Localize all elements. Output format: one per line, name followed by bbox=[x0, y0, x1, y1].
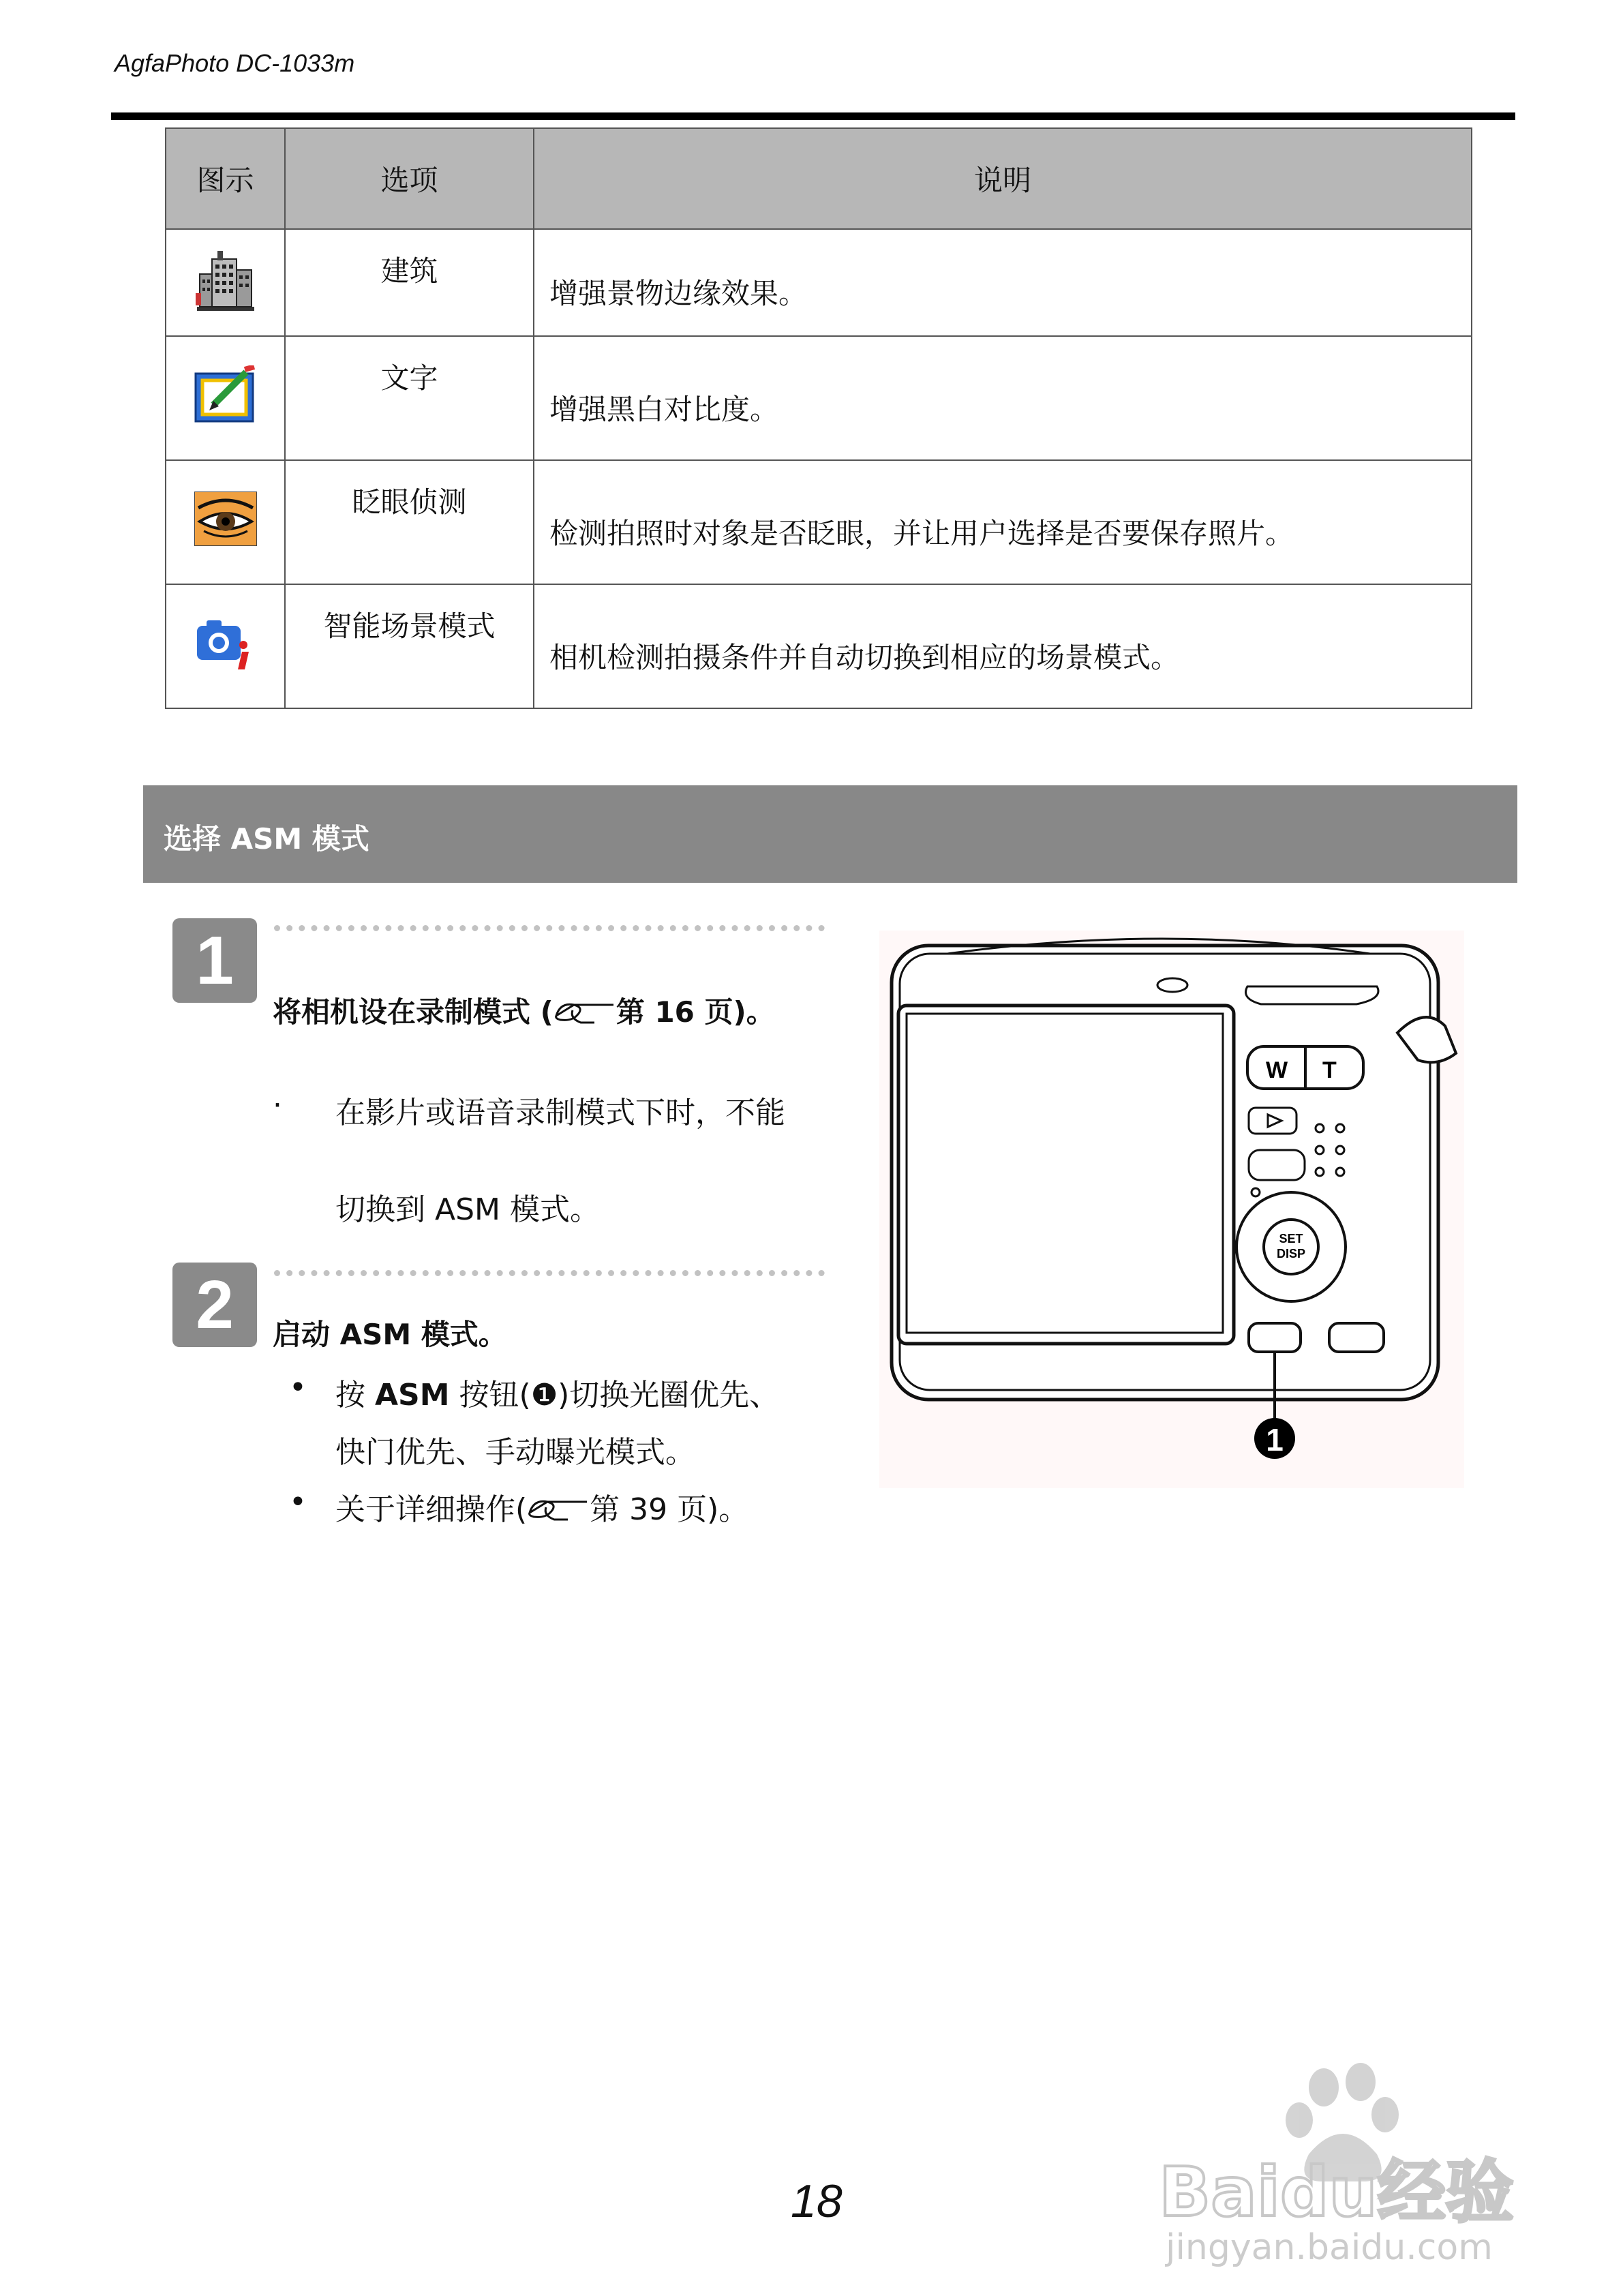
building-icon bbox=[194, 247, 257, 312]
step-2-bullet-2 bbox=[335, 1485, 748, 1528]
step-1-note-bullet: · bbox=[273, 1088, 282, 1123]
bullet-1-text-mid: 按钮( bbox=[449, 1378, 531, 1413]
callout-marker: ❶ bbox=[530, 1378, 558, 1413]
table-row bbox=[166, 460, 1472, 584]
table-header-row bbox=[166, 128, 1472, 229]
description-cell: 增强黑白对比度。 bbox=[534, 336, 1472, 460]
step-2-badge: 2 bbox=[172, 1263, 257, 1347]
watermark-logo: Baidu经验 bbox=[1159, 2152, 1514, 2232]
bullet-1-text: 按 bbox=[335, 1378, 375, 1413]
option-cell: 智能场景模式 bbox=[285, 584, 534, 708]
icon-cell bbox=[166, 229, 285, 336]
step-2-page-ref: 第 39 页 bbox=[590, 1492, 708, 1527]
table-row bbox=[166, 336, 1472, 460]
step-1-heading-close: )。 bbox=[733, 995, 775, 1029]
page-reference-icon bbox=[553, 998, 616, 1031]
disp-label: DISP bbox=[1276, 1247, 1306, 1260]
header-rule bbox=[111, 112, 1515, 120]
asm-button bbox=[1249, 1323, 1301, 1352]
step-2-heading: 启动 ASM 模式。 bbox=[273, 1318, 507, 1351]
step-2-bullet-1 bbox=[335, 1370, 779, 1414]
icon-cell bbox=[166, 584, 285, 708]
text-document-icon bbox=[193, 365, 258, 424]
camera-illustration bbox=[879, 931, 1464, 1488]
table-row bbox=[166, 584, 1472, 708]
set-label: SET bbox=[1279, 1232, 1303, 1245]
description-cell: 检测拍照时对象是否眨眼，并让用户选择是否要保存照片。 bbox=[534, 460, 1472, 584]
callout-number: 1 bbox=[1266, 1422, 1284, 1457]
camera-back-drawing bbox=[879, 931, 1464, 1488]
step-1-heading bbox=[273, 990, 775, 1031]
step-1-page-ref: 第 16 页 bbox=[616, 995, 733, 1029]
smart-scene-camera-icon bbox=[194, 614, 257, 672]
baidu-watermark bbox=[1145, 2052, 1527, 2270]
scene-mode-table bbox=[165, 127, 1472, 709]
step-1-heading-text: 将相机设在录制模式 ( bbox=[273, 995, 553, 1029]
bullet-dot: • bbox=[289, 1485, 307, 1520]
bullet-2-text: 关于详细操作( bbox=[335, 1492, 528, 1527]
page-reference-icon bbox=[527, 1495, 590, 1528]
blink-eye-icon bbox=[194, 492, 257, 546]
step-1-dotted-divider bbox=[274, 925, 825, 931]
column-header-icon: 图示 bbox=[166, 128, 285, 229]
option-cell: 文字 bbox=[285, 336, 534, 460]
option-cell: 建筑 bbox=[285, 229, 534, 336]
icon-cell bbox=[166, 336, 285, 460]
bullet-dot: • bbox=[289, 1370, 307, 1405]
header-title: AgfaPhoto DC-1033m bbox=[115, 49, 355, 77]
column-header-description: 说明 bbox=[534, 128, 1472, 229]
bullet-1-text-end: )切换光圈优先、 bbox=[558, 1378, 780, 1413]
table-row bbox=[166, 229, 1472, 336]
column-header-option: 选项 bbox=[285, 128, 534, 229]
section-title: 选择 ASM 模式 bbox=[164, 822, 369, 856]
option-cell: 眨眼侦测 bbox=[285, 460, 534, 584]
bullet-2-text-end: )。 bbox=[707, 1492, 749, 1527]
zoom-wide-label: W bbox=[1266, 1057, 1288, 1083]
step-2-dotted-divider bbox=[274, 1270, 825, 1276]
watermark-url: jingyan.baidu.com bbox=[1166, 2227, 1493, 2268]
asm-button-label: ASM bbox=[375, 1378, 450, 1413]
step-1-badge: 1 bbox=[172, 918, 257, 1003]
description-cell: 相机检测拍摄条件并自动切换到相应的场景模式。 bbox=[534, 584, 1472, 708]
zoom-tele-label: T bbox=[1322, 1057, 1337, 1083]
step-2-bullet-1-line-2: 快门优先、手动曝光模式。 bbox=[335, 1435, 695, 1470]
icon-cell bbox=[166, 460, 285, 584]
page-number: 18 bbox=[791, 2175, 843, 2227]
step-1-note-line-1: 在影片或语音录制模式下时，不能 bbox=[335, 1096, 785, 1130]
description-cell: 增强景物边缘效果。 bbox=[534, 229, 1472, 336]
step-1-note-line-2: 切换到 ASM 模式。 bbox=[335, 1192, 600, 1227]
